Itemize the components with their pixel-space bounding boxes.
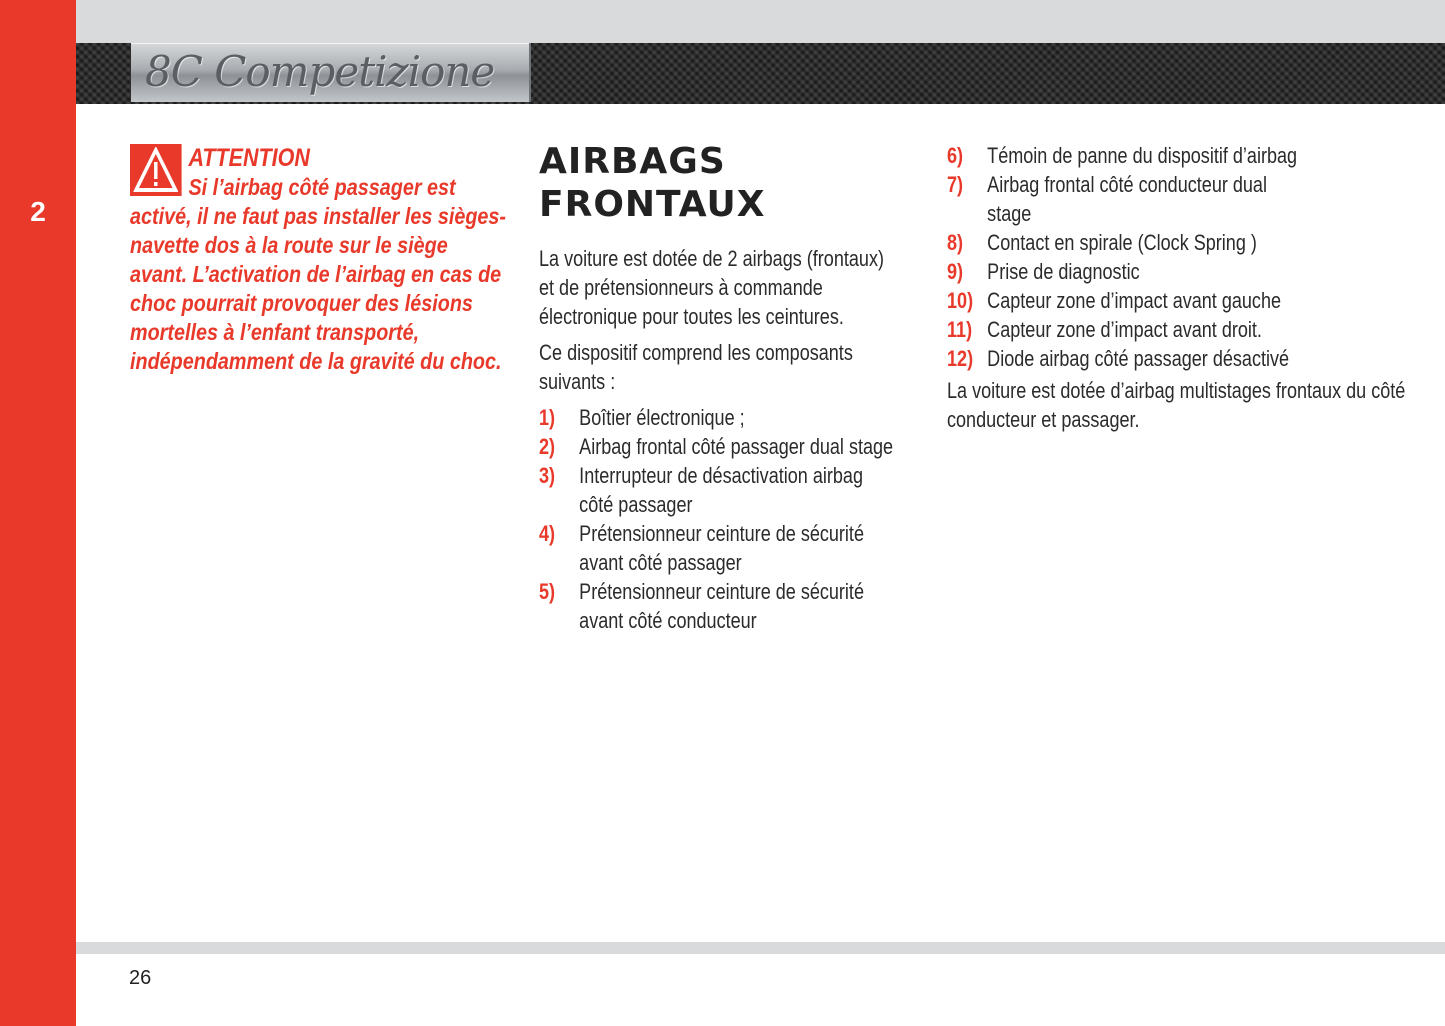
warning-text: Si l’airbag côté passager est activé, il ne faut pas installer les sièges-navette dos à la route sur le siège avant. L’activation de l’airbag en cas de choc pourrait provoquer des lésions mortelles à l’enfant transporté, indépendamment de la gravité du choc. xyxy=(130,174,506,374)
item-number: 8) xyxy=(947,230,964,255)
item-number: 5) xyxy=(539,579,556,604)
item-text: Témoin de panne du dispositif d’airbag xyxy=(987,143,1298,168)
heading-line-2: FRONTAUX xyxy=(539,184,766,225)
right-column xyxy=(947,141,1417,441)
list-item xyxy=(947,344,1308,373)
item-number: 9) xyxy=(947,259,964,284)
item-number: 12) xyxy=(947,346,974,371)
list-item xyxy=(947,257,1308,286)
item-number: 3) xyxy=(539,463,556,488)
item-text: Airbag frontal côté passager dual stage xyxy=(579,434,894,459)
list-item xyxy=(539,461,900,519)
list-item xyxy=(539,577,900,635)
item-text: Prétensionneur ceinture de sécurité avant côté conducteur xyxy=(579,579,864,633)
main-column xyxy=(539,140,909,635)
item-text: Prise de diagnostic xyxy=(987,259,1140,284)
item-text: Prétensionneur ceinture de sécurité avant côté passager xyxy=(579,521,864,575)
closing-paragraph: La voiture est dotée d’airbag multistages frontaux du côté conducteur et passager. xyxy=(947,378,1406,432)
item-text: Capteur zone d’impact avant gauche xyxy=(987,288,1282,313)
item-number: 7) xyxy=(947,172,964,197)
list-item xyxy=(539,519,900,577)
warning-title: ATTENTION xyxy=(188,144,310,172)
item-text: Capteur zone d’impact avant droit. xyxy=(987,317,1262,342)
item-text: Diode airbag côté passager désactivé xyxy=(987,346,1290,371)
warning-box xyxy=(130,144,510,376)
item-number: 1) xyxy=(539,405,556,430)
item-text: Boîtier électronique ; xyxy=(579,405,745,430)
footer-bar xyxy=(76,942,1445,954)
right-body xyxy=(947,141,1406,434)
warning-triangle-icon xyxy=(130,144,182,196)
item-text: Contact en spirale (Clock Spring ) xyxy=(987,230,1257,255)
section-heading xyxy=(539,140,909,226)
logo-text: 8C Competizione xyxy=(145,47,495,96)
top-margin-bar xyxy=(76,0,1445,43)
chapter-number: 2 xyxy=(30,196,46,227)
item-number: 2) xyxy=(539,434,556,459)
logo-plate xyxy=(131,43,531,102)
heading-line-1: AIRBAGS xyxy=(539,141,726,182)
item-number: 10) xyxy=(947,288,974,313)
item-number: 6) xyxy=(947,143,964,168)
main-body xyxy=(539,244,894,635)
list-item xyxy=(947,141,1308,170)
page-number: 26 xyxy=(129,967,152,989)
chapter-sidebar xyxy=(0,0,76,1026)
components-intro: Ce dispositif comprend les composants suivants : xyxy=(539,340,853,394)
components-list-part-1 xyxy=(539,403,900,635)
item-text: Airbag frontal côté conducteur dual stage xyxy=(987,172,1267,226)
list-item xyxy=(539,403,900,432)
list-item xyxy=(947,286,1308,315)
list-item xyxy=(947,228,1308,257)
components-list-part-2 xyxy=(947,141,1308,373)
intro-paragraph: La voiture est dotée de 2 airbags (frontaux) et de prétensionneurs à commande électronique pour toutes les ceintures. xyxy=(539,246,884,329)
list-item xyxy=(947,170,1308,228)
item-number: 4) xyxy=(539,521,556,546)
item-number: 11) xyxy=(947,317,973,342)
list-item xyxy=(947,315,1308,344)
item-text: Interrupteur de désactivation airbag côté passager xyxy=(579,463,863,517)
list-item xyxy=(539,432,900,461)
